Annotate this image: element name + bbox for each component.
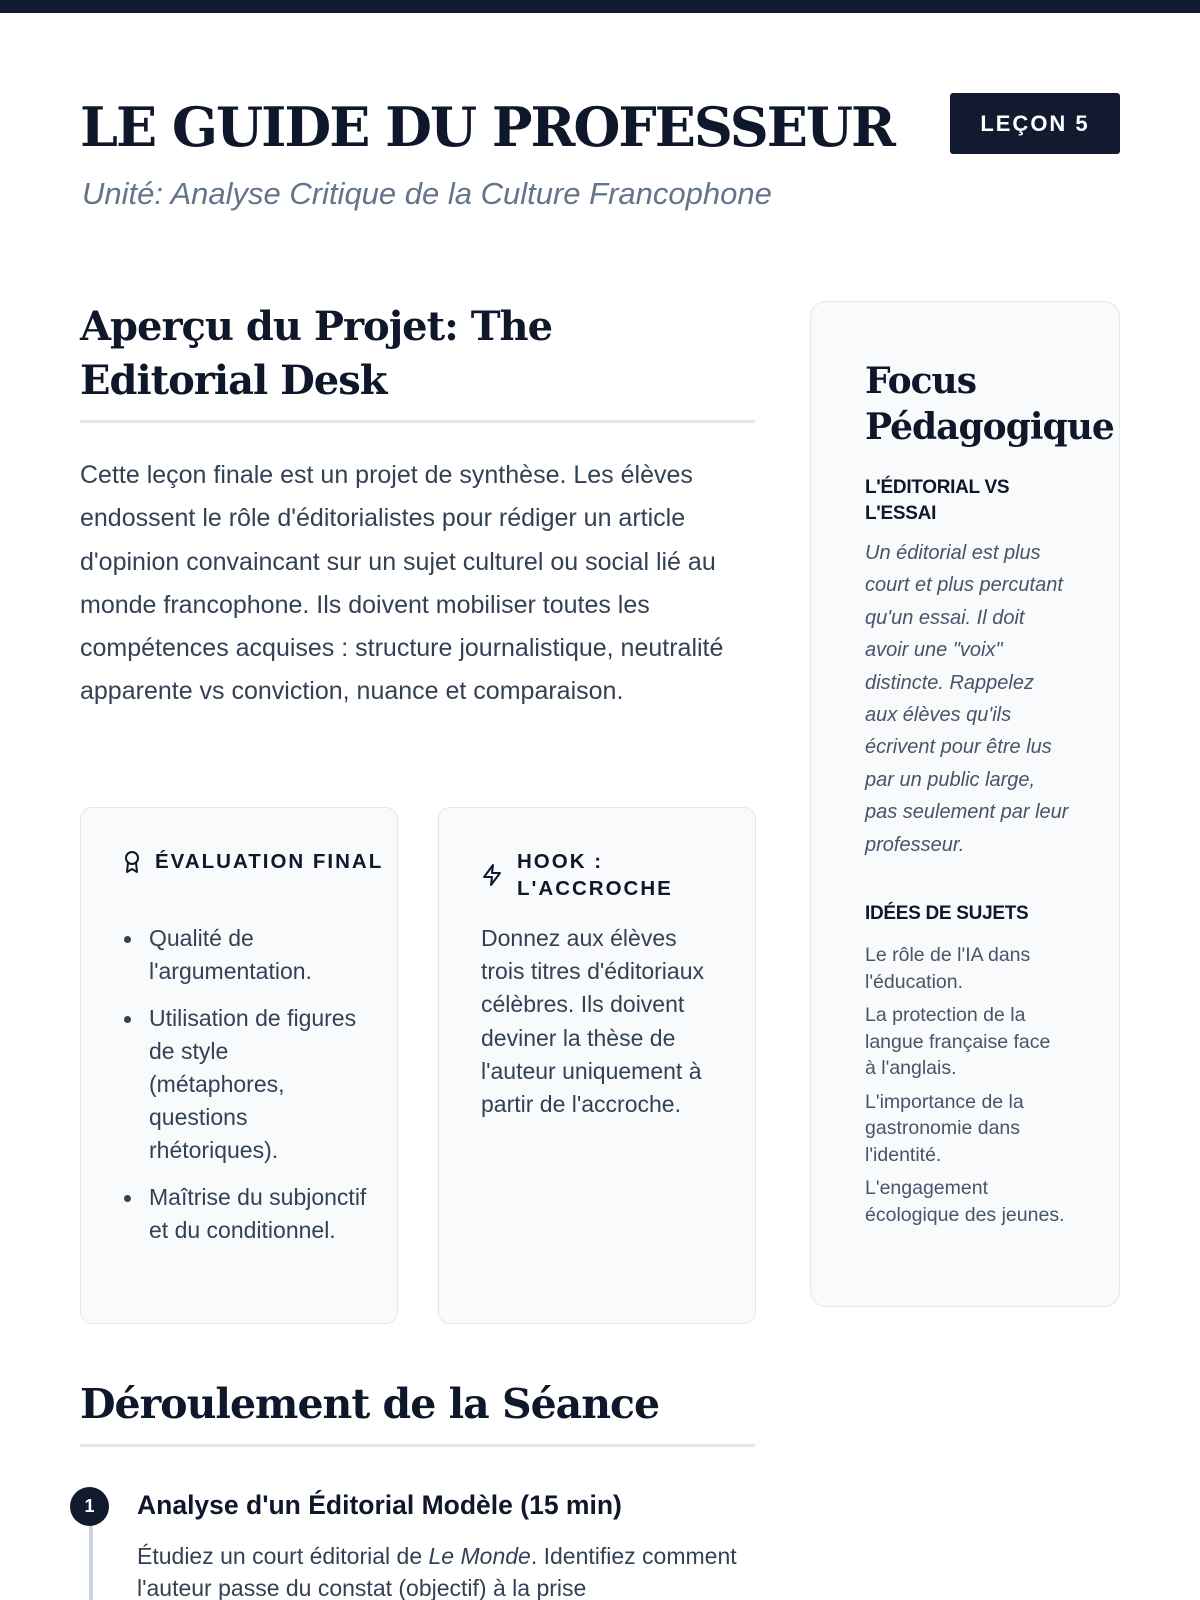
sidebar-topics-label: IDÉES DE SUJETS — [865, 903, 1029, 924]
hook-card — [438, 807, 756, 1324]
evaluation-card-title: ÉVALUATION FINAL — [155, 850, 384, 873]
lesson-badge: LEÇON 5 — [950, 93, 1120, 154]
overview-heading: Aperçu du Projet: The Editorial Desk — [80, 303, 553, 404]
list-item: Qualité de l'argumentation. — [149, 922, 369, 988]
step-title: Analyse d'un Éditorial Modèle (15 min) — [137, 1490, 622, 1520]
evaluation-card — [80, 807, 398, 1324]
unit-subtitle: Unité: Analyse Critique de la Culture Francophone — [82, 176, 772, 211]
step-number-badge: 1 — [70, 1487, 109, 1526]
overview-text: Cette leçon finale est un projet de synthèse. Les élèves endossent le rôle d'éditorialistes pour rédiger un article d'opinion convaincant sur un sujet culturel ou social lié au monde francophone. Ils doivent mobiliser toutes les compétences acquises : structure journalistique, neutralité apparente vs conviction, nuance et comparaison. — [80, 461, 724, 706]
sidebar-title: Focus Pédagogique — [865, 360, 1114, 448]
sidebar-section-text: Un éditorial est plus court et plus percutant qu'un essai. Il doit avoir une "voix" distincte. Rappelez aux élèves qu'ils écrivent pour être lus par un public large, pas seulement par leur professeur. — [865, 542, 1069, 856]
lightning-icon — [481, 863, 503, 887]
topic-item: L'engagement écologique des jeunes. — [865, 1177, 1065, 1226]
hook-card-title: HOOK : L'ACCROCHE — [517, 850, 673, 900]
seance-divider — [80, 1444, 755, 1447]
list-item: Utilisation de figures de style (métaphores, questions rhétoriques). — [149, 1002, 369, 1167]
step-text-part: . Identifiez comment l'auteur passe du constat (objectif) à la prise — [137, 1543, 737, 1600]
evaluation-list — [149, 922, 369, 1261]
top-accent-bar — [0, 0, 1200, 13]
award-icon — [123, 850, 141, 874]
page-title: LE GUIDE DU PROFESSEUR — [80, 95, 894, 159]
hook-card-header — [481, 848, 755, 902]
hook-card-text: Donnez aux élèves trois titres d'éditoriaux célèbres. Ils doivent deviner la thèse de l'auteur uniquement à partir de l'accroche. — [481, 925, 704, 1118]
step-text — [137, 1541, 757, 1600]
topic-item: La protection de la langue française face à l'anglais. — [865, 1004, 1051, 1079]
topic-item: L'importance de la gastronomie dans l'identité. — [865, 1090, 1024, 1166]
sidebar-section-label: L'ÉDITORIAL VS L'ESSAI — [865, 477, 1010, 524]
evaluation-card-header — [123, 848, 383, 875]
seance-heading: Déroulement de la Séance — [80, 1380, 660, 1428]
step-text-source: Le Monde — [428, 1543, 531, 1569]
list-item: Maîtrise du subjonctif et du conditionnel. — [149, 1181, 369, 1247]
topic-item: Le rôle de l'IA dans l'éducation. — [865, 944, 1031, 993]
sidebar-panel — [810, 301, 1120, 1307]
step-text-part: Étudiez un court éditorial de — [137, 1543, 429, 1569]
topic-list — [865, 942, 1065, 1235]
overview-divider — [80, 420, 755, 423]
